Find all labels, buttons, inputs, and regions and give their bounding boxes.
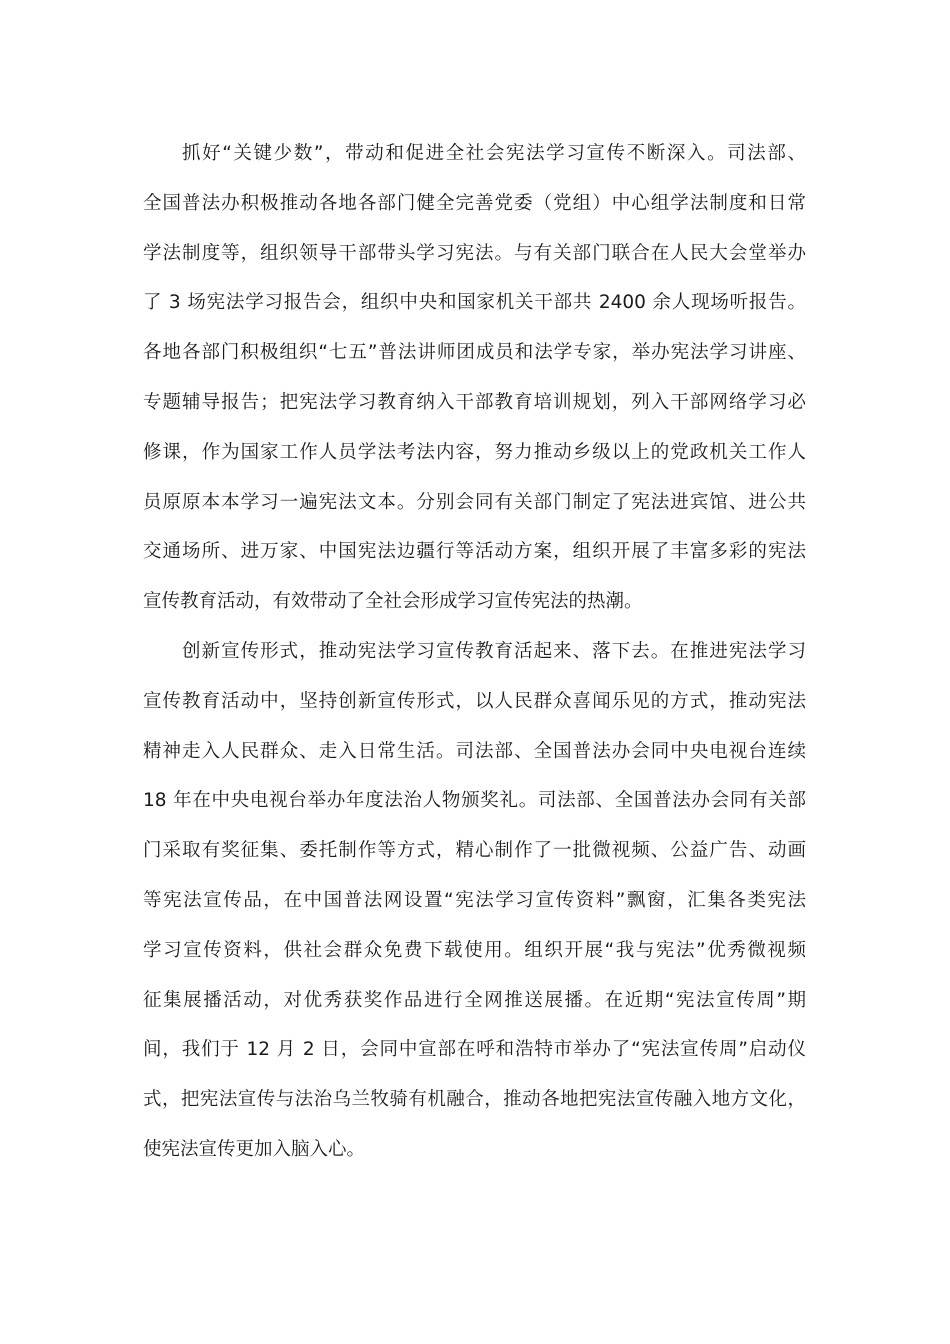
text-line: 式，把宪法宣传与法治乌兰牧骑有机融合，推动各地把宪法宣传融入地方文化， bbox=[143, 1089, 806, 1111]
text-line: 门采取有奖征集、委托制作等方式，精心制作了一批微视频、公益广告、动画 bbox=[143, 840, 806, 862]
text-line: 专题辅导报告；把宪法学习教育纳入干部教育培训规划，列入干部网络学习必 bbox=[143, 391, 806, 413]
paragraph-innovative-publicity bbox=[143, 627, 806, 1175]
text-line: 学习宣传资料，供社会群众免费下载使用。组织开展“我与宪法”优秀微视频 bbox=[143, 939, 806, 961]
paragraph-key-minority bbox=[143, 129, 806, 627]
text-line: 学法制度等，组织领导干部带头学习宪法。与有关部门联合在人民大会堂举办 bbox=[143, 242, 806, 264]
text-line: 精神走入人民群众、走入日常生活。司法部、全国普法办会同中央电视台连续 bbox=[143, 740, 806, 762]
text-line: 征集展播活动，对优秀获奖作品进行全网推送展播。在近期“宪法宣传周”期 bbox=[143, 989, 806, 1011]
text-line: 交通场所、进万家、中国宪法边疆行等活动方案，组织开展了丰富多彩的宪法 bbox=[143, 541, 806, 563]
text-line: 各地各部门积极组织“七五”普法讲师团成员和法学专家，举办宪法学习讲座、 bbox=[143, 342, 806, 364]
text-line: 等宪法宣传品，在中国普法网设置“宪法学习宣传资料”飘窗，汇集各类宪法 bbox=[143, 889, 806, 911]
text-line: 间，我们于 12 月 2 日，会同中宣部在呼和浩特市举办了“宪法宣传周”启动仪 bbox=[143, 1039, 806, 1061]
text-line: 了 3 场宪法学习报告会，组织中央和国家机关干部共 2400 余人现场听报告。 bbox=[143, 292, 806, 314]
text-line: 宣传教育活动中，坚持创新宣传形式，以人民群众喜闻乐见的方式，推动宪法 bbox=[143, 690, 806, 712]
document-body bbox=[143, 129, 806, 1175]
text-line: 全国普法办积极推动各地各部门健全完善党委（党组）中心组学法制度和日常 bbox=[143, 192, 806, 214]
text-line: 18 年在中央电视台举办年度法治人物颁奖礼。司法部、全国普法办会同有关部 bbox=[143, 790, 806, 812]
text-line: 员原原本本学习一遍宪法文本。分别会同有关部门制定了宪法进宾馆、进公共 bbox=[143, 491, 806, 513]
text-line: 创新宣传形式，推动宪法学习宣传教育活起来、落下去。在推进宪法学习 bbox=[182, 640, 806, 662]
text-line: 宣传教育活动，有效带动了全社会形成学习宣传宪法的热潮。 bbox=[143, 591, 643, 613]
text-line: 修课，作为国家工作人员学法考法内容，努力推动乡级以上的党政机关工作人 bbox=[143, 441, 806, 463]
text-line: 抓好“关键少数”，带动和促进全社会宪法学习宣传不断深入。司法部、 bbox=[182, 143, 806, 164]
text-line: 使宪法宣传更加入脑入心。 bbox=[143, 1138, 366, 1160]
